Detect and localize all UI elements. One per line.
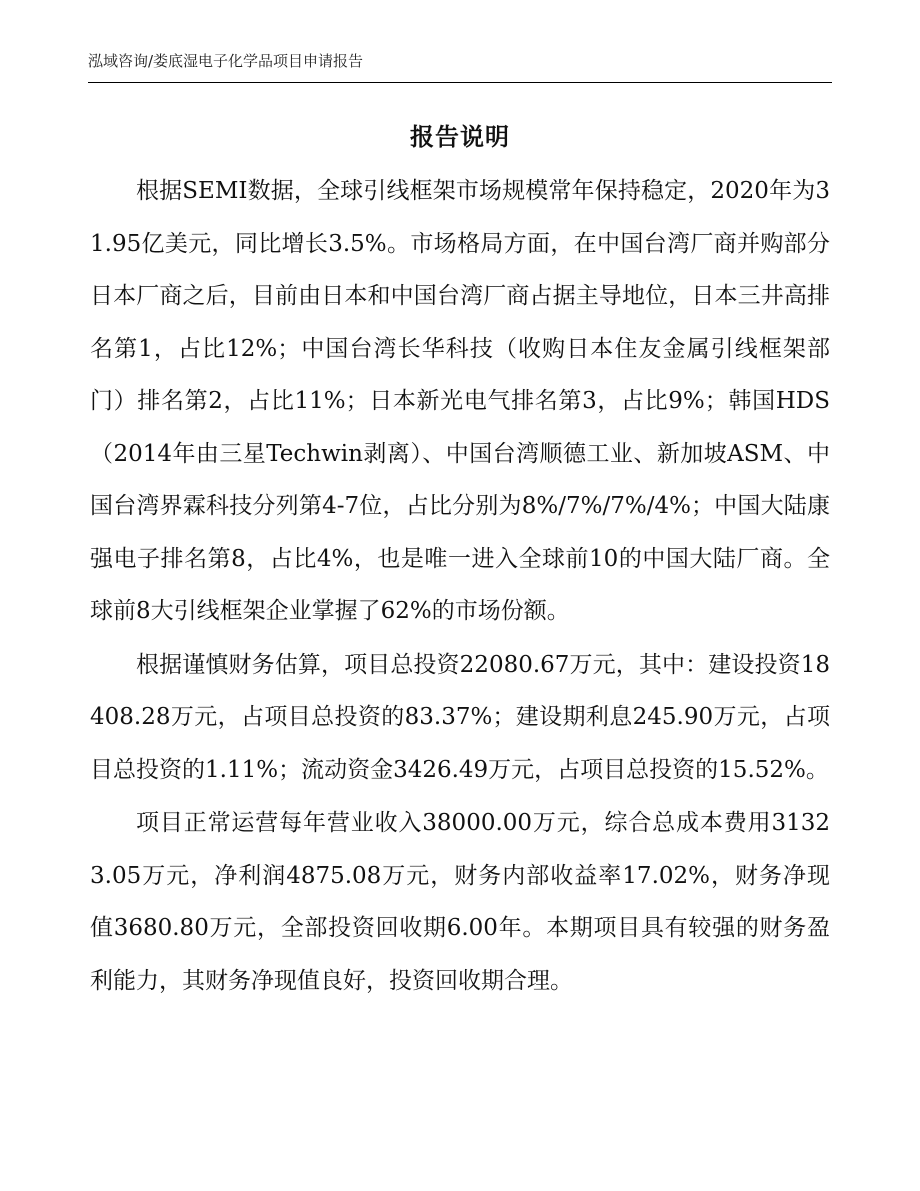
paragraph-market-overview: 根据SEMI数据，全球引线框架市场规模常年保持稳定，2020年为31.95亿美元，同比增长3.5%。市场格局方面，在中国台湾厂商并购部分日本厂商之后，目前由日本和中国台湾厂商占据主导地位，日本三井高排名第1，占比12%；中国台湾长华科技（收购日本住友金属引线框架部门）排名第2，占比11%；日本新光电气排名第3，占比9%；韩国HDS（2014年由三星Techwin剥离）、中国台湾顺德工业、新加坡ASM、中国台湾界霖科技分列第4-7位，占比分别为8%/7%/7%/4%；中国大陆康强电子排名第8，占比4%，也是唯一进入全球前10的中国大陆厂商。全球前8大引线框架企业掌握了62%的市场份额。 xyxy=(90,178,830,624)
paragraph-financial-returns: 项目正常运营每年营业收入38000.00万元，综合总成本费用31323.05万元，净利润4875.08万元，财务内部收益率17.02%，财务净现值3680.80万元，全部投资回收期6.00年。本期项目具有较强的财务盈利能力，其财务净现值良好，投资回收期合理。 xyxy=(90,810,830,994)
page-title: 报告说明 xyxy=(410,123,510,151)
header-divider xyxy=(88,82,832,83)
body-text xyxy=(90,165,830,1007)
paragraph-investment-estimate: 根据谨慎财务估算，项目总投资22080.67万元，其中：建设投资18408.28万元，占项目总投资的83.37%；建设期利息245.90万元，占项目总投资的1.11%；流动资金3426.49万元，占项目总投资的15.52%。 xyxy=(90,651,830,783)
running-header: 泓域咨询/娄底湿电子化学品项目申请报告 xyxy=(88,52,364,70)
